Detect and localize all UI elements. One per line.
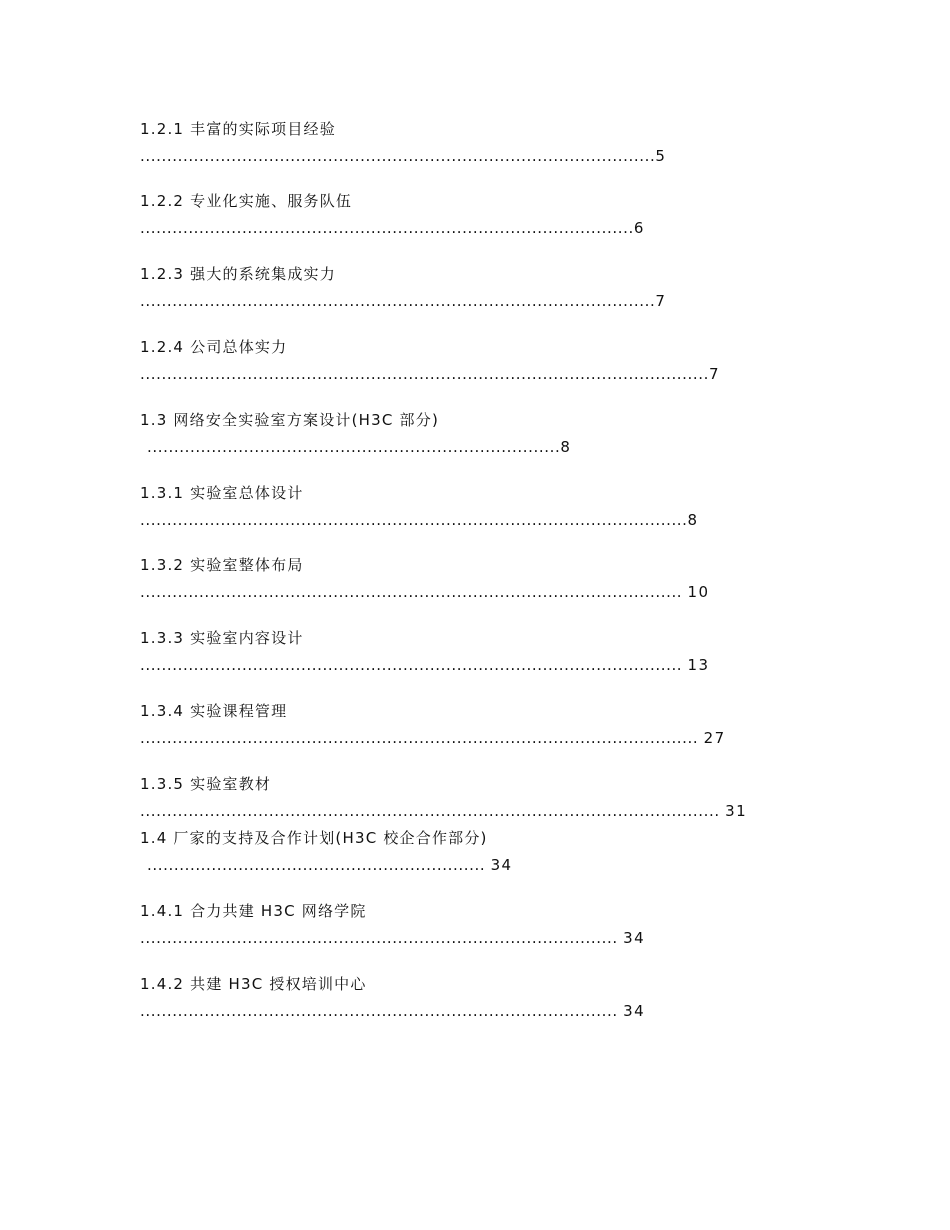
toc-page-number[interactable]: 27: [703, 729, 726, 747]
toc-dot-leader: .....................................................................................................: [140, 656, 688, 674]
toc-entry-title[interactable]: 1.3.3 实验室内容设计: [140, 629, 304, 647]
toc-entry-title[interactable]: 1.4.1 合力共建 H3C 网络学院: [140, 902, 367, 920]
toc-page-number[interactable]: 7: [709, 365, 720, 383]
toc-dot-leader: .............................................................................: [147, 438, 561, 456]
toc-entry-title[interactable]: 1.3.5 实验室教材: [140, 775, 272, 793]
toc-dot-leader: ................................................................................................: [140, 147, 656, 165]
toc-entry-leader: [140, 219, 645, 237]
toc-entry-leader: [140, 292, 666, 310]
toc-page-number[interactable]: 10: [687, 583, 710, 601]
toc-page-number[interactable]: 31: [725, 802, 748, 820]
toc-entry-leader: [140, 656, 709, 674]
toc-entry-leader: [140, 1002, 645, 1020]
toc-entry-title[interactable]: 1.3.4 实验课程管理: [140, 702, 288, 720]
toc-dot-leader: ............................................................................................: [140, 219, 634, 237]
toc-entry-title[interactable]: 1.2.3 强大的系统集成实力: [140, 265, 336, 283]
toc-dot-leader: .........................................................................................: [140, 929, 624, 947]
toc-entry-leader: [140, 365, 720, 383]
toc-page-number[interactable]: 5: [655, 147, 667, 165]
toc-dot-leader: .....................................................................................................: [140, 583, 688, 601]
toc-entry-title[interactable]: 1.4.2 共建 H3C 授权培训中心: [140, 975, 367, 993]
toc-dot-leader: ......................................................................................................: [140, 511, 688, 529]
toc-entry-leader: [140, 583, 709, 601]
toc-page-number[interactable]: 8: [687, 511, 699, 529]
toc-entry-title[interactable]: 1.4 厂家的支持及合作计划(H3C 校企合作部分): [140, 829, 488, 847]
toc-dot-leader: ...............................................................: [147, 856, 491, 874]
toc-entry-title[interactable]: 1.3.1 实验室总体设计: [140, 484, 304, 502]
toc-entry-leader: [140, 802, 747, 820]
toc-entry-title[interactable]: 1.2.1 丰富的实际项目经验: [140, 120, 336, 138]
toc-page-number[interactable]: 34: [490, 856, 513, 874]
toc-entry-leader: [140, 511, 699, 529]
toc-dot-leader: .........................................................................................: [140, 1002, 624, 1020]
toc-page-number[interactable]: 7: [655, 292, 667, 310]
toc-page-number[interactable]: 6: [633, 219, 645, 237]
toc-dot-leader: ............................................................................................................: [140, 802, 726, 820]
toc-page-number[interactable]: 8: [560, 438, 572, 456]
toc-dot-leader: ..........................................................................................................: [140, 365, 710, 383]
toc-entry-title[interactable]: 1.2.4 公司总体实力: [140, 338, 288, 356]
toc-page-number[interactable]: 34: [623, 929, 646, 947]
toc-entry-title[interactable]: 1.3 网络安全实验室方案设计(H3C 部分): [140, 411, 439, 429]
toc-dot-leader: ................................................................................................: [140, 292, 656, 310]
toc-entry-leader: [147, 856, 512, 874]
toc-dot-leader: ........................................................................................................: [140, 729, 704, 747]
toc-entry-title[interactable]: 1.3.2 实验室整体布局: [140, 556, 304, 574]
toc-page-number[interactable]: 13: [687, 656, 710, 674]
toc-entry-title[interactable]: 1.2.2 专业化实施、服务队伍: [140, 192, 353, 210]
toc-entry-leader: [147, 438, 571, 456]
toc-page-number[interactable]: 34: [623, 1002, 646, 1020]
toc-entry-leader: [140, 729, 726, 747]
toc-entry-leader: [140, 147, 666, 165]
toc-entry-leader: [140, 929, 645, 947]
